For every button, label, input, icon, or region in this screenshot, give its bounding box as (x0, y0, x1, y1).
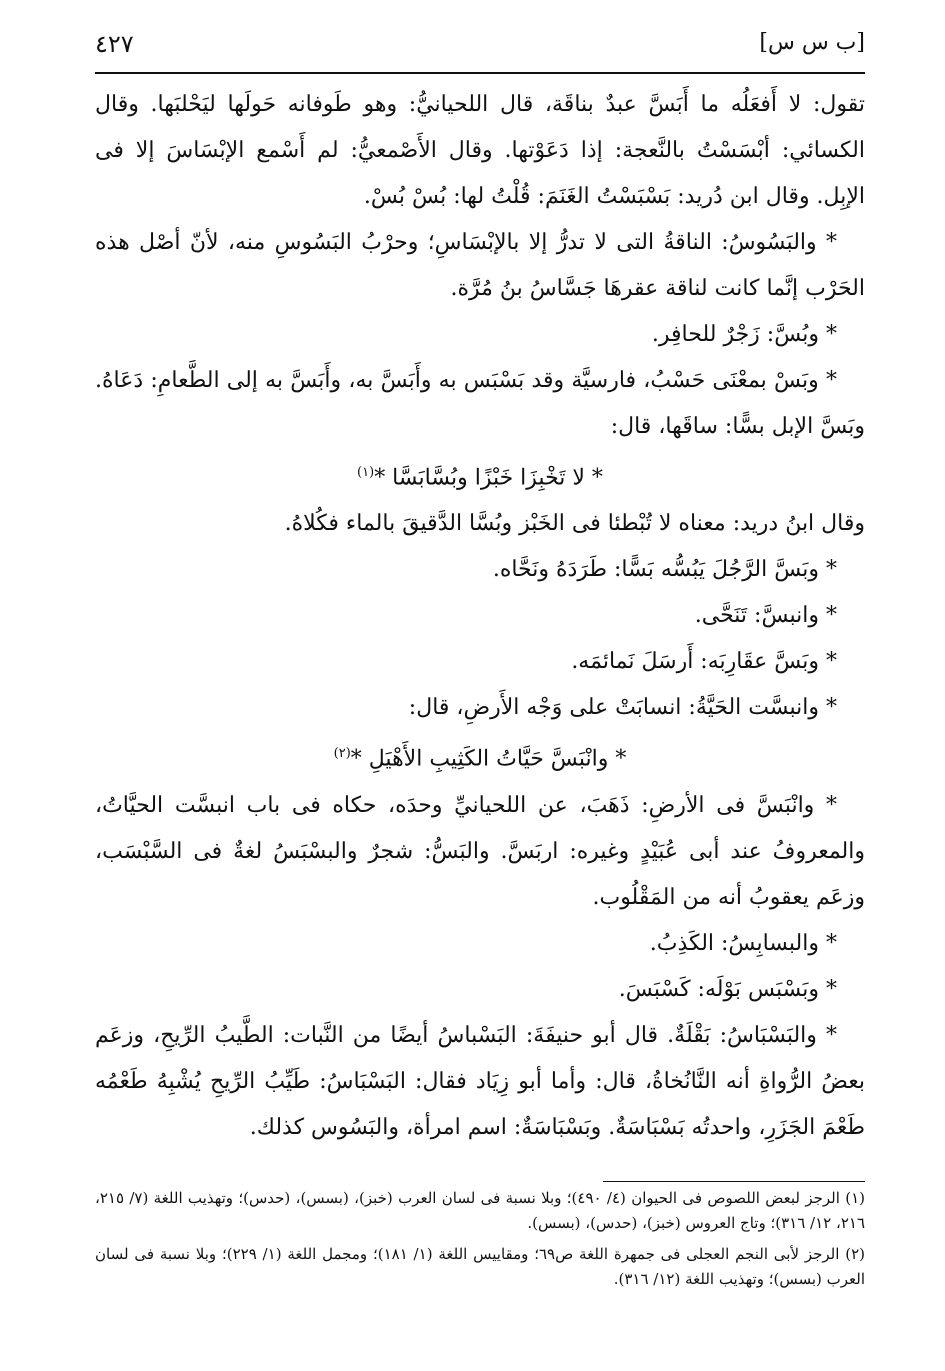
entry-inbass-ard: * وانْبَسَّ فى الأرضِ: ذَهَبَ، عن اللحيانيِّ وحدَه، حكاه فى باب انبسَّت الحيَّاتُ، والمعروفُ عند أبى عُبَيْدٍ وغيره: اربَسَّ. والبَسُّ: شجرٌ والبسْبَسُ لغةٌ فى السَّبْسَب، وزعَم يعقوبُ أنه من المَقْلُوب. (95, 792, 865, 910)
verse-line (95, 731, 865, 782)
verse-text: * وانْبَسَّ حَيَّاتُ الكَثِيبِ الأَهْيَلِ * (350, 746, 627, 772)
page-number: ٤٢٧ (95, 30, 134, 58)
footnote: (٢) الرجز لأبى النجم العجلى فى جمهرة اللغة ص٦٩؛ ومقاييس اللغة (١/ ١٨١)؛ ومجمل اللغة (١/ ٢٢٩)؛ وبلا نسبة فى لسان العرب (بسس)؛ وتهذيب اللغة (١٢/ ٣١٦). (95, 1245, 865, 1288)
paragraph: تقول: لا أَفعَلُه ما أَبَسَّ عبدٌ بناقَة، قال اللحيانيُّ: وهو طَوفانه حَولَها ليَحْلبَها. وقال الكسائي: أبْسَسْتُ بالنَّعجة: إذا دَعَوْتها. وقال الأَصْمعيُّ: لم أَسْمع الإبْسَاسَ إلا فى الإبِل. وقال ابن دُريد: بَسْبَسْتُ الغَنَمَ: قُلْتُ لها: بُسْ بُسْ. (95, 92, 865, 209)
entry-inbass: * وانبسَّ: تَنَحَّى. (694, 603, 837, 629)
main-text (95, 82, 865, 1151)
footnote-divider (603, 1181, 865, 1182)
entry-basus: * والبَسُوسُ: الناقةُ التى لا تدرُّ إلا بالإبْسَاسِ؛ وحرْبُ البَسُوسِ منه، لأنّ أصْل هذه الحَرْب إنَّما كانت لناقة عقرهَا جَسَّاسُ بنُ مُرَّة. (95, 230, 865, 301)
entry-basbas-plant: * والبَسْبَاسُ: بَقْلَةٌ. قال أبو حنيفَةَ: البَسْباسُ أيضًا من النَّبات: الطَّيبُ الرِّيحِ، وزعَم بعضُ الرُّواةِ أنه النَّانُخاةُ، قال: وأما أبو زِيَاد فقال: البَسْبَاسُ: طَيِّبُ الرِّيحِ يُشْبِهُ طَعْمُه طَعْمَ الجَزَرِ، واحدتُه بَسْبَاسَةٌ. وبَسْبَاسَةٌ: اسم امرأة، والبَسُوس كذلك. (95, 1022, 865, 1140)
verse-line (95, 450, 865, 501)
entry-bass-rajul: * وبَسَّ الرَّجُلَ يَبُسُّه بَسًّا: طَرَدَهُ ونَحَّاه. (492, 557, 837, 583)
page-header (95, 20, 865, 74)
footnote: (١) الرجز لبعض اللصوص فى الحيوان (٤/ ٤٩٠)؛ وبلا نسبة فى لسان العرب (خبز)، (بسس)، (حدس)؛ وتهذيب اللغة (٧/ ٢١٥، ٢١٦، ١٢/ ٣١٦)؛ وتاج العروس (خبز)، (حدس)، (بسس). (95, 1189, 865, 1232)
entry-aqarib: * وبَسَّ عقَارِبَه: أَرسَلَ نَمائمَه. (571, 649, 837, 675)
verse-text: * لا تَخْبِزَا خَبْزًا وبُسَّابَسَّا * (374, 465, 603, 491)
paragraph: وقال ابنُ دريد: معناه لا تُبْطئا فى الخَبْز وبُسَّا الدَّقيقَ بالماء فكُلاهُ. (284, 511, 865, 537)
footnote-ref: (٢) (333, 746, 351, 762)
running-head: [ب س س] (759, 30, 865, 55)
entry-buss: * وبُسَّ: زَجْرٌ للحافِر. (651, 322, 837, 347)
footnote-ref: (١) (357, 465, 375, 480)
entry-basabis: * والبسابِسُ: الكَذِبُ. (649, 930, 837, 956)
entry-basbas: * وبَسْبَس بَوْلَه: كَسْبَسَ. (618, 976, 837, 1002)
entry-hayya: * وانبسَّت الحَيَّةُ: انسابَتْ على وَجْه الأَرضِ، قال: (408, 695, 837, 721)
entry-bas: * وبَسْ بمعْنَى حَسْبُ، فارسيَّة وقد بَسْبَس به وأَبَسَّ به، وأَبَسَّ به إلى الطَّعامِ: دَعَاهُ. وبَسَّ الإبل بسًّا: ساقَها، قال: (95, 368, 865, 439)
footnotes (95, 1186, 865, 1298)
